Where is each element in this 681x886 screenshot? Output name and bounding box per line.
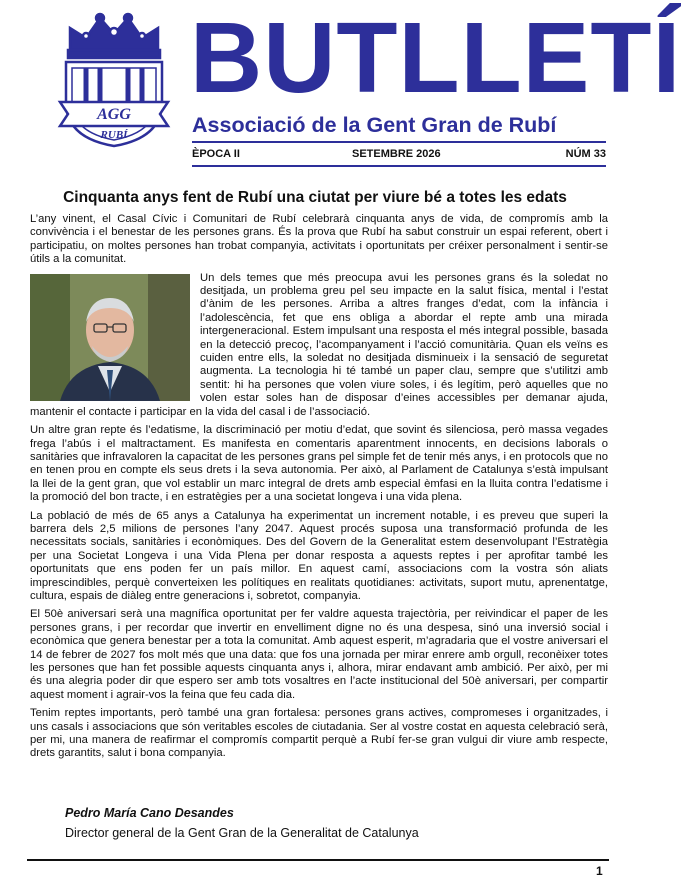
header-top-rule	[192, 141, 606, 143]
paragraph-4: La població de més de 65 anys a Catalunya ha experimentat un increment notable, i es preveu que superi la barrera dels 2,5 milions de persones l’any 2047. Aquest procés suposa una transformació profunda de les necessitats socials, sanitàries i econòmiques. Des del Govern de la Generalitat estem desenvolupant l’Estratègia per una Societat Longeva i una Vida Plena per donar resposta a aquests reptes i per aprofitar també les oportunitats que ens poden fer un país millor. En aquest camí, associacions com la vostra són aliats imprescindibles, perquè converteixen les polítiques en realitats quotidianes: activitats, suport mutu, aprenentatge, cultura, espais de diàleg entre generacions i, sobretot, companyia.	[30, 509, 608, 602]
issue-meta	[192, 148, 606, 162]
author-photo	[30, 274, 190, 401]
header-bottom-rule	[192, 165, 606, 167]
issue-number: NÚM 33	[565, 148, 606, 160]
signature-name: Pedro María Cano Desandes	[65, 806, 234, 820]
article-title: Cinquanta anys fent de Rubí una ciutat per viure bé a totes les edats	[63, 189, 567, 206]
footer-rule	[27, 859, 609, 861]
agg-rubi-logo	[56, 10, 172, 150]
logo-text-rubi: RUBÍ	[100, 129, 128, 141]
paragraph-6: Tenim reptes importants, però també una gran fortalesa: persones grans actives, compromeses i organitzades, i uns casals i associacions que són veritables escoles de ciutadania. Ser al vostre costat en aquesta celebració serà, per mi, una manera de reafirmar el compromís compartit perquè a Rubí fer-se gran vulgui dir viure amb respecte, drets garantits, salut i bona companyia.	[30, 707, 608, 760]
paragraph-3: Un altre gran repte és l’edatisme, la discriminació per motiu d’edat, que sovint és silenciosa, però massa vegades frega l’abús i el maltractament. Es manifesta en comentaris aparentment innocents, en decisions laborals o sanitàries que infravaloren la capacitat de les persones grans pel simple fet de tenir més anys, i en protocols que no en tenen prou en compte els seus drets i la seva autonomia. Per això, al Parlament de Catalunya s’està impulsant la llei de la gent gran, que vol establir un marc integral de drets amb especial èmfasi en la lluita contra l’edatisme i la promoció del bon tracte, i en estratègies per a una societat longeva i una vida plena.	[30, 424, 608, 504]
signature-role: Director general de la Gent Gran de la Generalitat de Catalunya	[65, 826, 419, 840]
epoch-label: ÈPOCA II	[192, 148, 240, 160]
paragraph-1: L’any vinent, el Casal Cívic i Comunitari de Rubí celebrarà cinquanta anys de vida, de compromís amb la convivència i el benestar de les persones grans. És la prova que Rubí ha sabut construir un espai referent, obert i participatiu, on moltes persones han trobat companyia, activitats i oportunitats per créixer personalment i sentir-se útils a la comunitat.	[30, 213, 608, 266]
logo-text-agg: AGG	[97, 106, 131, 123]
paragraph-5: El 50è aniversari serà una magnífica oportunitat per fer valdre aquesta trajectòria, per reivindicar el paper de les persones grans, i per recordar que invertir en envelliment digne no és una despesa, sinó una inversió social i econòmica que genera benestar per a tota la comunitat. Amb aquest esperit, m’agradaria que el vostre aniversari el 14 de febrer de 2027 fos molt més que una data: que fos una jornada per mirar enrere amb orgull, reconèixer totes les persones que han fet possible aquests cinquanta anys i, alhora, mirar endavant amb ambició. Per això, per mi és una alegria poder dir que espero ser amb tots vosaltres en l’acte institucional del 50è aniversari, per compartir aquest moment i agrair-vos la feina que feu cada dia.	[30, 608, 608, 701]
portrait-illustration	[30, 274, 190, 401]
article-body	[30, 213, 608, 766]
masthead-title: BUTLLETÍ	[190, 2, 681, 114]
masthead-subtitle: Associació de la Gent Gran de Rubí	[192, 113, 557, 137]
paragraph-2: Un dels temes que més preocupa avui les persones grans és la soledat no desitjada, un problema greu pel seu impacte en la salut física, mental i l’estat d’ànim de les persones. Arriba a altres franges d’edat, com la infància i l’adolescència, fet que ens obliga a abordar el repte amb una mirada intergeneracional. Estem impulsant una resposta el més integral possible, basada en la detecció precoç, l’acompanyament i l’acció comunitària. Quan els veïns es cuiden entre ells, la soledat no desitjada disminueix i la sensació de seguretat augmenta. La tecnologia hi té també un paper clau, sempre que s’utilitzi amb sentit: hi ha persones que volen viure soles, i és legítim, però aquelles que no volen estar soles han de disposar d’eines accessibles per demanar ajuda, mantenir el contacte i participar en la vida del casal i de l’associació.	[30, 271, 608, 418]
masthead	[0, 0, 681, 170]
page-number: 1	[596, 864, 603, 878]
issue-date: SETEMBRE 2026	[352, 148, 441, 160]
